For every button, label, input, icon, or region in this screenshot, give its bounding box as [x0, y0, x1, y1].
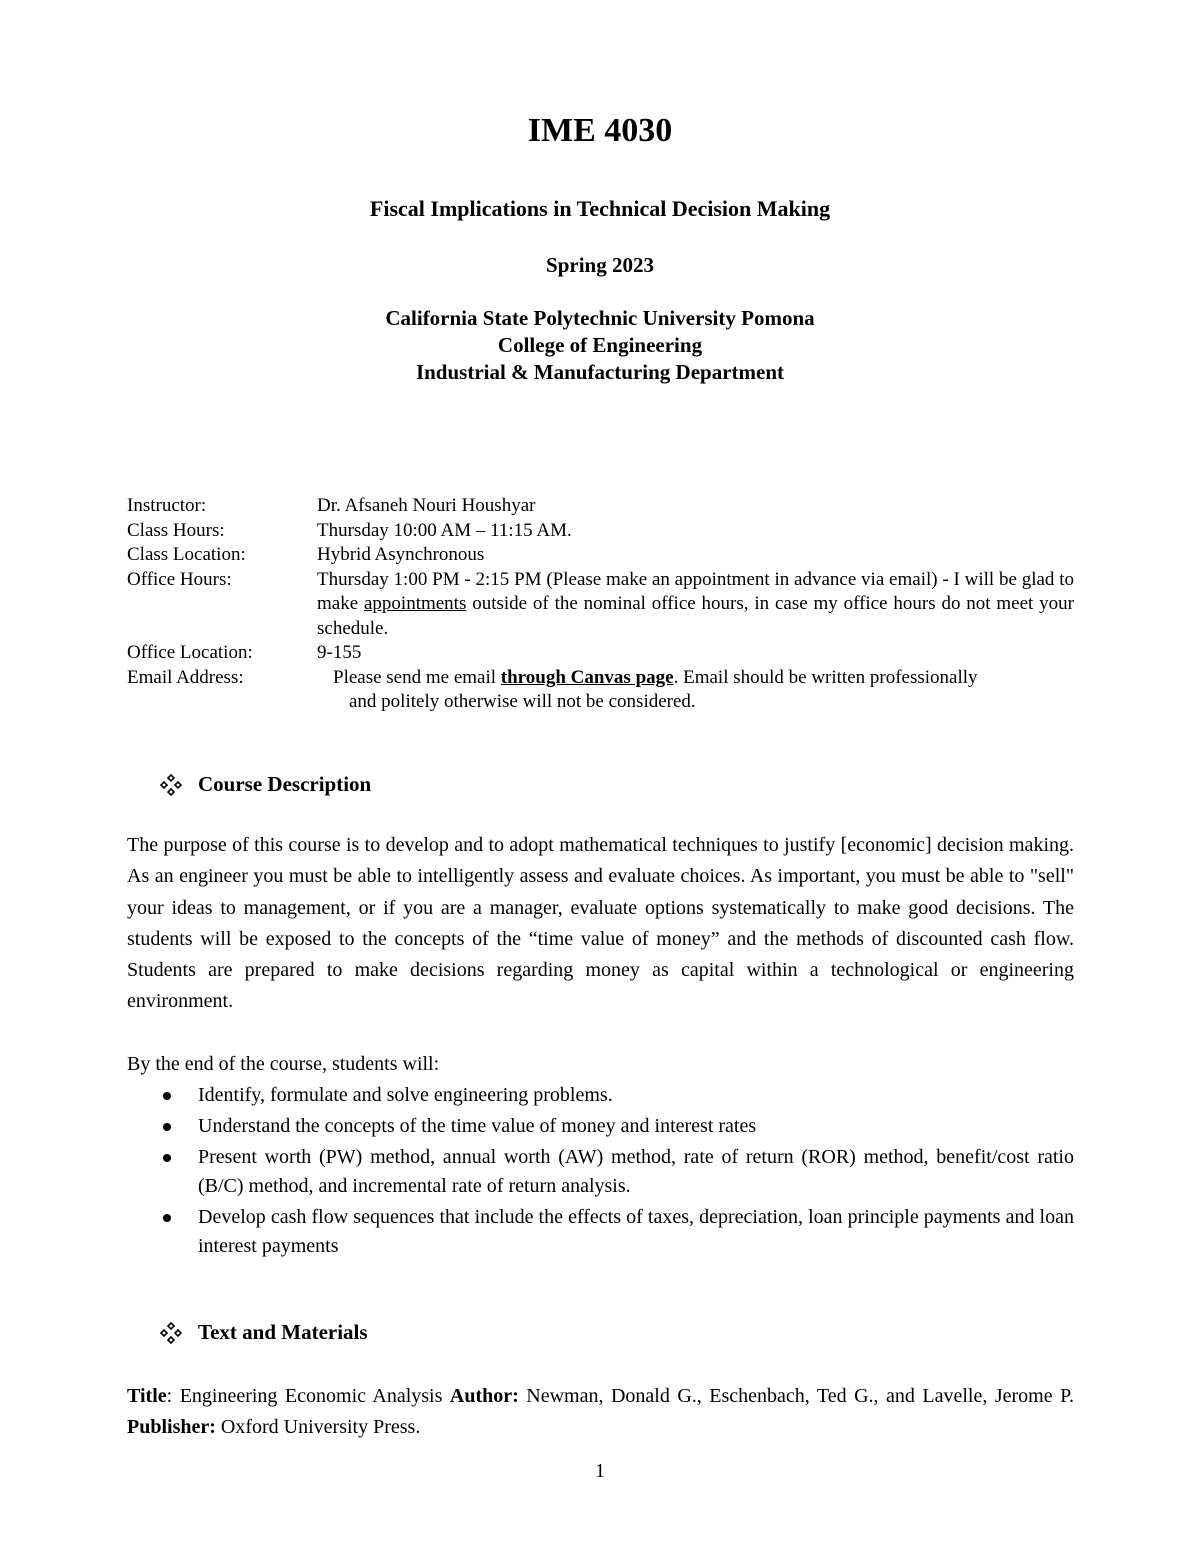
office-hours-row: [127, 568, 1074, 642]
list-item: [127, 1081, 1074, 1110]
course-description-paragraph: The purpose of this course is to develop and to adopt mathematical techniques to justify [economic] decision making. As an engineer you must be able to intelligently assess and evaluate choices. As important, you must be able to "sell" your ideas to management, or if you are a manager, evaluate options systematically to make good decisions. The students will be exposed to the concepts of the “time value of money” and the methods of discounted cash flow. Students are prepared to make decisions regarding money as capital within a technological or engineering environment.: [127, 834, 1074, 1013]
appointments-link[interactable]: appointments: [363, 593, 467, 614]
class-hours-row: [127, 519, 1074, 544]
four-diamond-icon: [160, 774, 182, 796]
text-materials-heading: [160, 1320, 368, 1345]
instructor-label: Instructor:: [127, 495, 207, 516]
office-hours-value: [317, 568, 1074, 642]
text-materials-title: Text and Materials: [198, 1320, 368, 1344]
college-name: College of Engineering: [497, 333, 703, 357]
email-text-a: Please send me email: [333, 666, 501, 688]
course-code: IME 4030: [527, 112, 673, 149]
instructor-row: [127, 494, 1074, 519]
university-name: California State Polytechnic University Pomona: [385, 306, 815, 330]
class-hours-label: Class Hours:: [127, 519, 225, 541]
email-text-b: . Email should be written professionally: [673, 666, 978, 688]
list-item-text: Develop cash flow sequences that include the effects of taxes, depreciation, loan principle payments and loan interest payments: [198, 1206, 1074, 1257]
author-label: Author:: [449, 1385, 519, 1407]
textbook-citation: [127, 1381, 1074, 1444]
page-number: 1: [595, 1460, 605, 1482]
list-item: [127, 1112, 1074, 1141]
four-diamond-icon: [160, 1322, 182, 1344]
list-item: [127, 1203, 1074, 1261]
course-info: [127, 494, 1074, 715]
course-title: Fiscal Implications in Technical Decision Making: [369, 196, 831, 221]
email-label: Email Address:: [127, 666, 244, 688]
course-description-heading: [160, 772, 371, 797]
title-value: : Engineering Economic Analysis: [166, 1385, 450, 1407]
office-location-label: Office Location:: [127, 642, 253, 663]
canvas-page-link[interactable]: through Canvas page: [500, 666, 674, 688]
list-item: [127, 1143, 1074, 1201]
title-label: Title: [127, 1385, 167, 1407]
class-location-row: [127, 543, 1074, 568]
office-hours-text-b: outside of the nominal office hours, in case my office hours do not meet your schedule.: [317, 593, 1074, 639]
institution-block: [0, 305, 1200, 386]
term: Spring 2023: [546, 253, 654, 277]
office-hours-label: Office Hours:: [127, 568, 232, 590]
course-description-title: Course Description: [198, 772, 372, 796]
class-hours-value: Thursday 10:00 AM – 11:15 AM.: [317, 519, 572, 541]
office-location-value: 9-155: [317, 642, 362, 663]
bullet-dot: [163, 1154, 171, 1162]
bullet-dot: [163, 1092, 171, 1100]
class-location-value: Hybrid Asynchronous: [317, 544, 485, 565]
bullet-dot: [163, 1214, 171, 1222]
bullet-dot: [163, 1123, 171, 1131]
list-item-text: Identify, formulate and solve engineering problems.: [198, 1084, 613, 1106]
office-location-row: [127, 641, 1074, 666]
email-row: [127, 666, 1074, 715]
publisher-label: Publisher:: [127, 1416, 216, 1439]
department-name: Industrial & Manufacturing Department: [415, 360, 785, 384]
instructor-value: Dr. Afsaneh Nouri Houshyar: [317, 495, 536, 516]
office-hours-text-a: Thursday 1:00 PM - 2:15 PM (Please make an appointment in advance via email) - I will be glad to make: [317, 568, 1074, 614]
class-location-label: Class Location:: [127, 544, 246, 565]
list-item-text: Understand the concepts of the time value of money and interest rates: [198, 1115, 757, 1137]
email-value: [317, 666, 1074, 715]
publisher-value: Oxford University Press.: [215, 1416, 421, 1439]
list-item-text: Present worth (PW) method, annual worth (AW) method, rate of return (ROR) method, benefit/cost ratio (B/C) method, and incremental rate of return analysis.: [198, 1146, 1074, 1197]
email-text-c: and politely otherwise will not be considered.: [349, 691, 696, 712]
outcomes-list: [127, 1081, 1074, 1263]
outcomes-intro: By the end of the course, students will:: [127, 1053, 440, 1075]
author-value: Newman, Donald G., Eschenbach, Ted G., and Lavelle, Jerome P.: [518, 1385, 1074, 1407]
